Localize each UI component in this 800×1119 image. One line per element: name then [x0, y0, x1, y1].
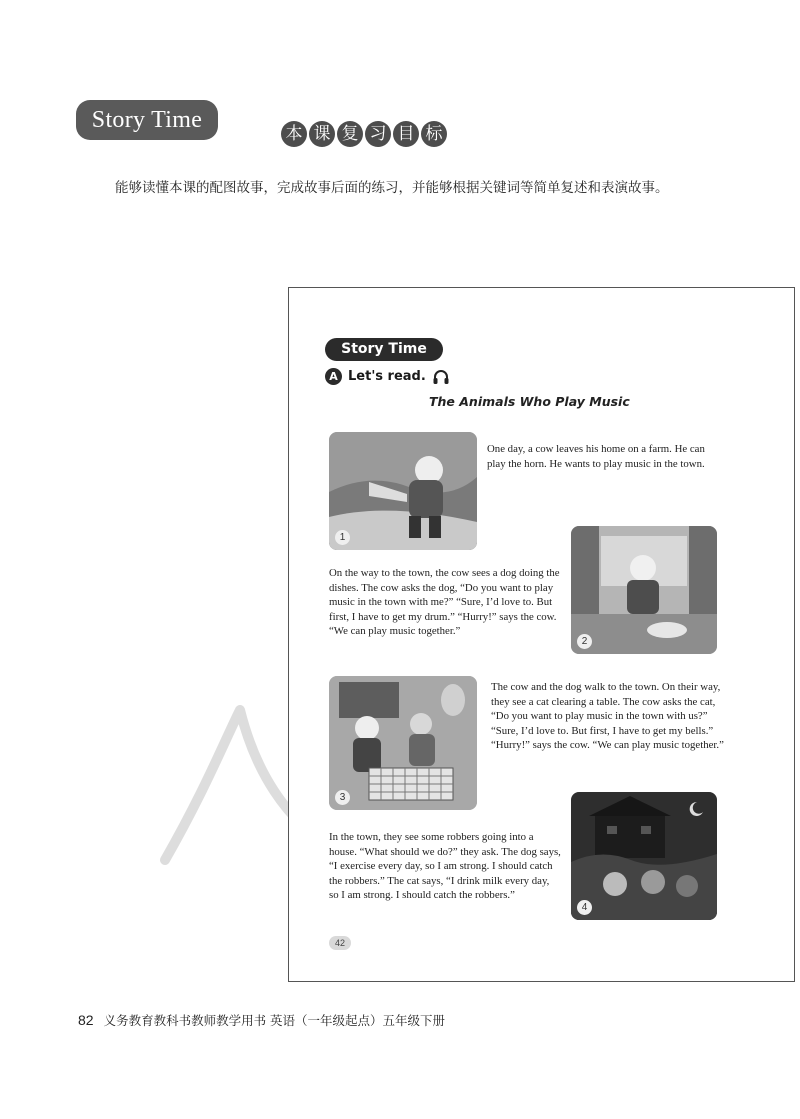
- goal-title-char: 本: [281, 121, 307, 147]
- footer-page-number: 82: [78, 1012, 94, 1028]
- intro-text: 能够读懂本课的配图故事，完成故事后面的练习，并能够根据关键词等简单复述和表演故事。: [115, 180, 669, 196]
- story-illustration-4: [571, 792, 717, 920]
- story-paragraph-3: The cow and the dog walk to the town. On their way, they see a cat clearing a table. The cow asks the cat, “Do you want to play music in the town with us?” “Sure, I’d love to. But first, I have to get my bells.” “Hurry!” says the cow. “We can play music together.”: [491, 681, 724, 752]
- story-illustration-3: [329, 676, 477, 810]
- panel-number: 4: [577, 900, 592, 915]
- inset-story-time-badge: Story Time: [325, 338, 443, 361]
- story-time-badge: Story Time: [76, 100, 218, 140]
- goal-title-char: 习: [365, 121, 391, 147]
- page-footer: [78, 1011, 445, 1029]
- inset-page-number: 42: [329, 936, 351, 950]
- intro-paragraph: [78, 176, 718, 201]
- section-label: Let's read.: [348, 369, 426, 384]
- goal-title-char: 课: [309, 121, 335, 147]
- story-paragraph-2: On the way to the town, the cow sees a dog doing the dishes. The cow asks the dog, “Do you want to play music in the town with me?” “Sure, I’d love to. But first, I have to get my drum.” “Hurry!” says the cow. “We can play music together.”: [329, 567, 560, 638]
- story-title: The Animals Who Play Music: [429, 394, 630, 409]
- panel-number: 2: [577, 634, 592, 649]
- story-paragraph-4: In the town, they see some robbers going into a house. “What should we do?” they ask. The dog says, “I exercise every day, so I am strong. I should catch the robbers.” The cat says, “I drink milk every day, so I am strong. I should catch the robbers.”: [329, 831, 561, 902]
- lets-read-heading: [325, 368, 450, 385]
- goal-title-char: 复: [337, 121, 363, 147]
- panel-number: 3: [335, 790, 350, 805]
- headphones-icon[interactable]: [432, 369, 450, 385]
- story-illustration-2: [571, 526, 717, 654]
- story-paragraph-1: One day, a cow leaves his home on a farm. He can play the horn. He wants to play music in the town.: [487, 443, 705, 470]
- review-goals-title: [281, 117, 447, 151]
- section-letter-badge: A: [325, 368, 342, 385]
- goal-title-char: 目: [393, 121, 419, 147]
- panel-number: 1: [335, 530, 350, 545]
- textbook-page-inset: [288, 287, 795, 982]
- footer-book-title: 义务教育教科书教师教学用书 英语（一年级起点）五年级下册: [103, 1013, 446, 1028]
- goal-title-char: 标: [421, 121, 447, 147]
- story-illustration-1: [329, 432, 477, 550]
